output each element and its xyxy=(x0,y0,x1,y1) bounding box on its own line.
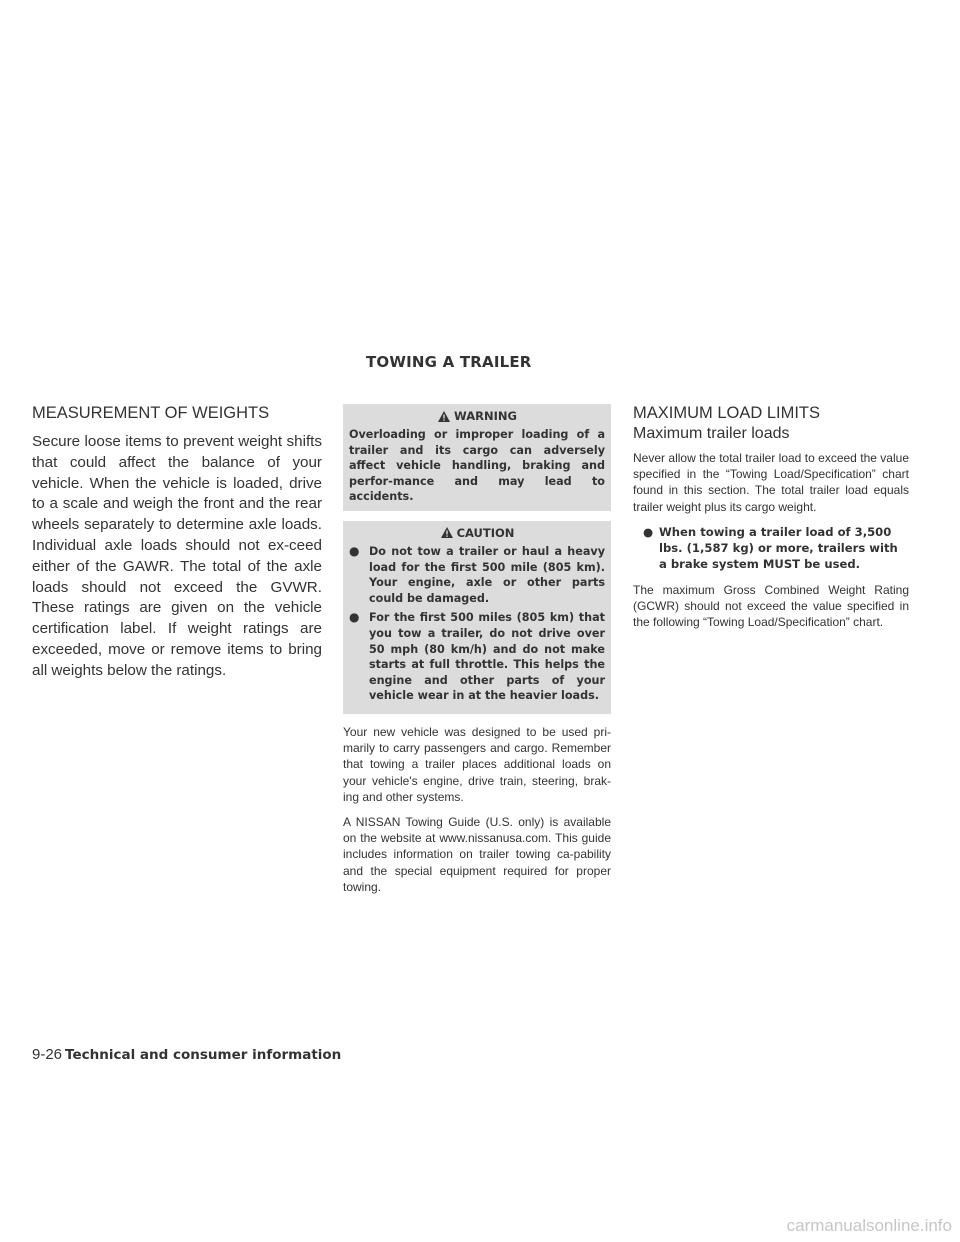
warning-body: Overloading or improper loading of a trailer and its cargo can adversely affect vehicle handling, braking and perfor-mance and may lead to accidents. xyxy=(349,428,605,504)
section-title: TOWING A TRAILER xyxy=(366,353,532,371)
warning-header xyxy=(349,409,605,423)
caution-item xyxy=(349,544,605,606)
caution-title: CAUTION xyxy=(456,525,515,540)
caution-box xyxy=(343,521,611,714)
bullet-icon: ● xyxy=(643,524,654,539)
caution-header xyxy=(349,526,605,540)
warning-title: WARNING xyxy=(454,409,517,423)
towing-guide-paragraph: A NISSAN Towing Guide (U.S. only) is available on the website at www.nissanusa.com. This guide includes information on trailer towing ca-pability and the special equipment required for proper towing. xyxy=(343,814,611,894)
warning-triangle-icon xyxy=(437,410,451,423)
page-footer xyxy=(32,1046,341,1063)
max-trailer-subheading: Maximum trailer loads xyxy=(633,425,790,442)
middle-column xyxy=(343,404,611,904)
gcwr-paragraph: The maximum Gross Combined Weight Rating (GCWR) should not exceed the value specified in the following “Towing Load/Specification” chart. xyxy=(633,582,909,630)
bullet-icon: ● xyxy=(349,543,360,558)
measurement-heading: MEASUREMENT OF WEIGHTS xyxy=(32,404,270,422)
left-column xyxy=(32,404,322,682)
caution-item-text: For the first 500 miles (805 km) that you tow a trailer, do not drive over 50 mph (80 km/h) and do not make starts at full throttle. This helps the engine and other parts of your vehicle wear in at the heavier loads. xyxy=(369,611,605,703)
caution-item xyxy=(349,610,605,704)
warning-box xyxy=(343,404,611,511)
watermark: carmanualsonline.info xyxy=(786,1216,952,1235)
right-column xyxy=(633,404,909,639)
bullet-icon: ● xyxy=(349,610,360,625)
caution-item-text: Do not tow a trailer or haul a heavy load for the first 500 mile (805 km). Your engine, axle or other parts could be damaged. xyxy=(369,544,605,605)
page-number: 9-26 xyxy=(32,1046,63,1063)
caution-list xyxy=(349,544,605,704)
brake-requirement-text: When towing a trailer load of 3,500 lbs. (1,587 kg) or more, trailers with a brake system MUST be used. xyxy=(659,524,898,571)
chapter-title: Technical and consumer information xyxy=(65,1047,342,1063)
trailer-load-paragraph: Never allow the total trailer load to exceed the value specified in the “Towing Load/Specification” chart found in this section. The total trailer load equals trailer weight plus its cargo weight. xyxy=(633,451,909,514)
brake-requirement-item xyxy=(633,524,909,572)
max-load-heading: MAXIMUM LOAD LIMITS xyxy=(633,404,821,422)
towing-intro-paragraph: Your new vehicle was designed to be used pri-marily to carry passengers and cargo. Remember that towing a trailer places additional loads on your vehicle's engine, drive train, steering, brak-ing and other systems. xyxy=(343,724,611,804)
measurement-paragraph: Secure loose items to prevent weight shifts that could affect the balance of your vehicle. When the vehicle is loaded, drive to a scale and weigh the front and the rear wheels separately to determine axle loads. Individual axle loads should not ex-ceed either of the GAWR. The total of the axle loads should not exceed the GVWR. These ratings are given on the vehicle certification label. If weight ratings are exceeded, move or remove items to bring all weights below the ratings. xyxy=(32,433,322,679)
caution-triangle-icon xyxy=(440,526,454,539)
